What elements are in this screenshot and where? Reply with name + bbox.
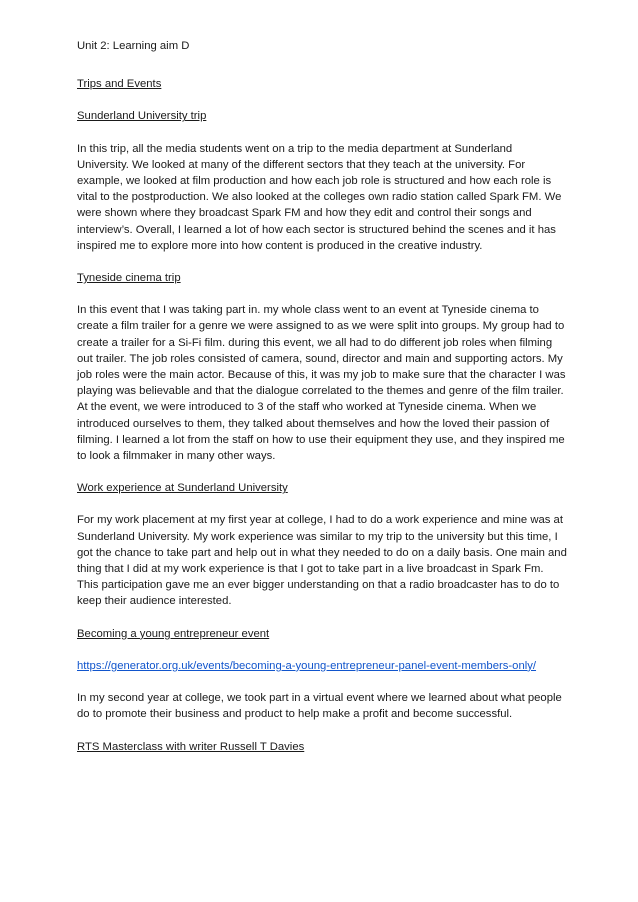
heading-young-entrepreneur-event: Becoming a young entrepreneur event [77, 627, 270, 640]
heading-sunderland-university-trip: Sunderland University trip [77, 110, 207, 123]
generator-event-link[interactable]: https://generator.org.uk/events/becoming-a-young-entrepreneur-panel-event-members-only/ [77, 659, 537, 672]
heading-work-experience: Work experience at Sunderland University [77, 482, 288, 495]
heading-tyneside-cinema-trip: Tyneside cinema trip [77, 272, 181, 285]
unit-title: Unit 2: Learning aim D [77, 40, 190, 52]
paragraph-work-experience: For my work placement at my first year at college, I had to do a work experience and mine was at Sunderland University. My work experience was similar to my trip to the university but this time, I got the chance to take part and help out in what they needed to do on a daily basis. One main and thing that I did at my work experience is that I got to take part in a live broadcast in Spark Fm. This participation gave me an ever bigger understanding on that a radio broadcaster has to do to keep their audience interested. [77, 514, 567, 608]
paragraph-tyneside-cinema-trip: In this event that I was taking part in. my whole class went to an event at Tyneside cinema to create a film trailer for a genre we were assigned to as we were split into groups. My group had to create a trailer for a Si-Fi film. during this event, we all had to do different job roles when filming out trailer. The job roles consisted of camera, sound, director and main and supporting actors. My job roles were the main actor. Because of this, it was my job to make sure that the character I was playing was believable and that the dialogue correlated to the themes and genre of the film trailer. At the event, we were introduced to 3 of the staff who worked at Tyneside cinema. When we introduced ourselves to them, they talked about themselves and how the loved their passion of filming. I learned a lot from the staff on how to use their equipment they use, and they inspired me to look a filmmaker in many other ways. [77, 304, 566, 463]
paragraph-sunderland-university-trip: In this trip, all the media students went on a trip to the media department at Sunderland University. We looked at many of the different sectors that they teach at the university. For example, we looked at film production and how each job role is structured and how each role is vital to the postproduction. We also looked at the colleges own radio station called Spark FM. We were shown where they broadcast Spark FM and how they edit and control their songs and interview’s. Overall, I learned a lot of how each sector is structured behind the scenes and it has inspired me to explore more into how content is produced in the creative industry. [77, 142, 562, 252]
section-title-trips-and-events: Trips and Events [77, 78, 162, 91]
paragraph-young-entrepreneur-event: In my second year at college, we took part in a virtual event where we learned about what people do to promote their business and product to help make a profit and become successful. [77, 692, 562, 721]
heading-rts-masterclass: RTS Masterclass with writer Russell T Davies [77, 740, 305, 753]
document-content [77, 38, 567, 771]
